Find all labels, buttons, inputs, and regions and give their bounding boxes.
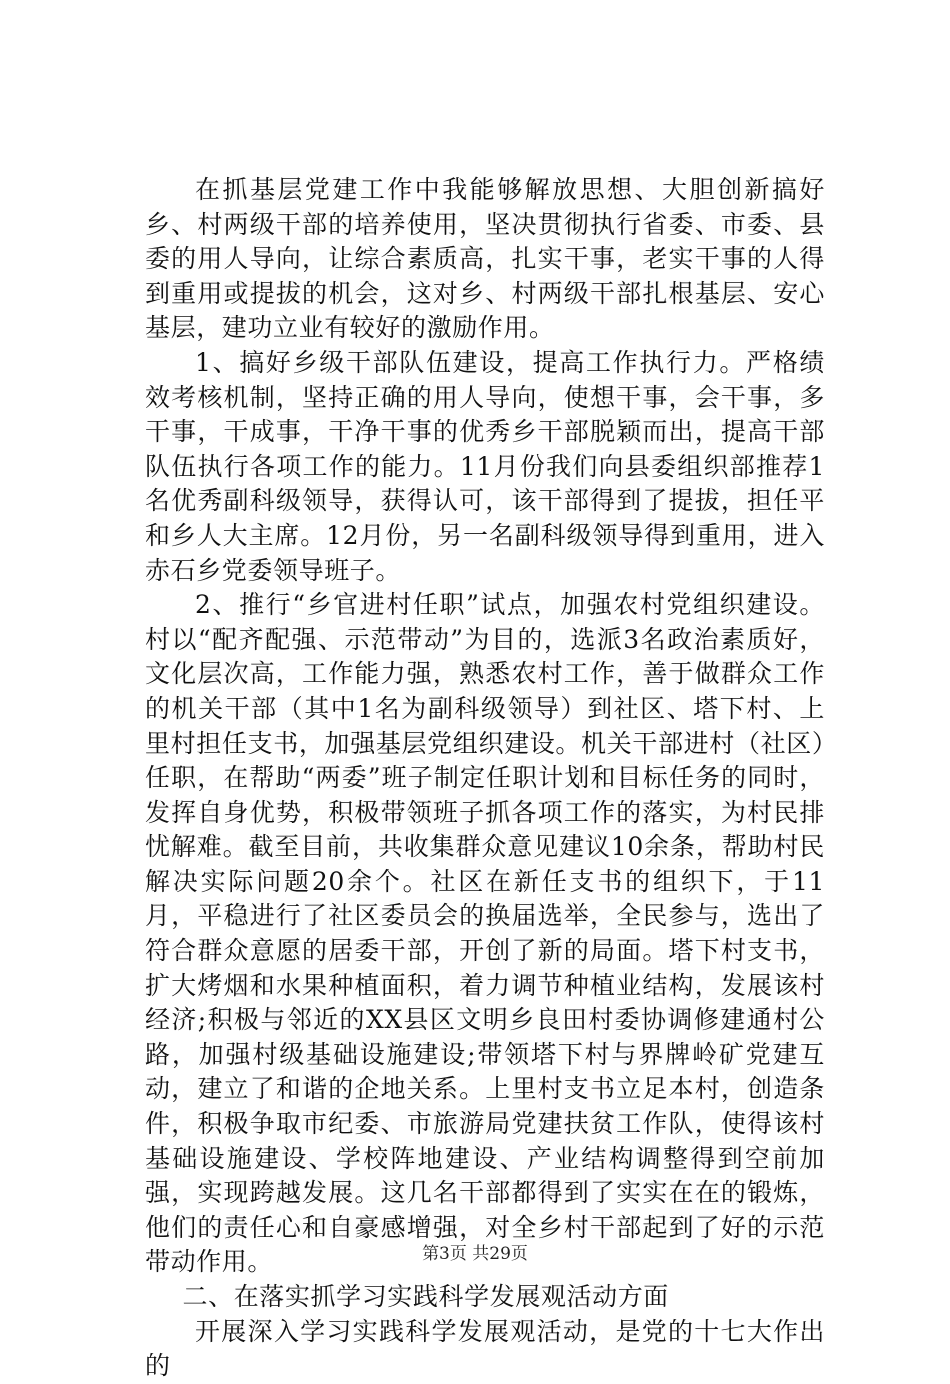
document-body: [145, 173, 825, 1384]
paragraph-township-cadre-team: 1、搞好乡级干部队伍建设，提高工作执行力。严格绩效考核机制，坚持正确的用人导向，使想干事，会干事，多干事，干成事，干净干事的优秀乡干部脱颖而出，提高干部队伍执行各项工作的能力。11月份我们向县委组织部推荐1名优秀副科级领导，获得认可，该干部得到了提拔，担任平和乡人大主席。12月份，另一名副科级领导得到重用，进入赤石乡党委领导班子。: [145, 347, 825, 585]
paragraph-village-posting-pilot: 2、推行“乡官进村任职”试点，加强农村党组织建设。村以“配齐配强、示范带动”为目的，选派3名政治素质好，文化层次高，工作能力强，熟悉农村工作，善于做群众工作的机关干部（其中1名为副科级领导）到社区、塔下村、上里村担任支书，加强基层党组织建设。机关干部进村（社区）任职，在帮助“两委”班子制定任职计划和目标任务的同时，发挥自身优势，积极带领班子抓各项工作的落实，为村民排忧解难。截至目前，共收集群众意见建议10余条，帮助村民解决实际问题20余个。社区在新任支书的组织下，于11月，平稳进行了社区委员会的换届选举，全民参与，选出了符合群众意愿的居委干部，开创了新的局面。塔下村支书，扩大烤烟和水果种植面积，着力调节种植业结构，发展该村经济;积极与邻近的XX县区文明乡良田村委协调修建通村公路，加强村级基础设施建设;带领塔下村与界牌岭矿党建互动，建立了和谐的企地关系。上里村支书立足本村，创造条件，积极争取市纪委、市旅游局党建扶贫工作队，使得该村基础设施建设、学校阵地建设、产业结构调整得到空前加强，实现跨越发展。这几名干部都得到了实实在在的锻炼，他们的责任心和自豪感增强，对全乡村干部起到了好的示范带动作用。: [145, 590, 825, 1277]
page-footer: 第3页 共29页: [422, 1244, 528, 1264]
paragraph-scientific-development: 开展深入学习实践科学发展观活动，是党的十七大作出的: [145, 1316, 825, 1381]
paragraph-grassroots-party-building: 在抓基层党建工作中我能够解放思想、大胆创新搞好乡、村两级干部的培养使用，坚决贯彻执行省委、市委、县委的用人导向，让综合素质高，扎实干事，老实干事的人得到重用或提拔的机会，这对乡、村两级干部扎根基层、安心基层，建功立业有较好的激励作用。: [145, 175, 825, 343]
section-heading: 二、在落实抓学习实践科学发展观活动方面: [182, 1282, 669, 1311]
